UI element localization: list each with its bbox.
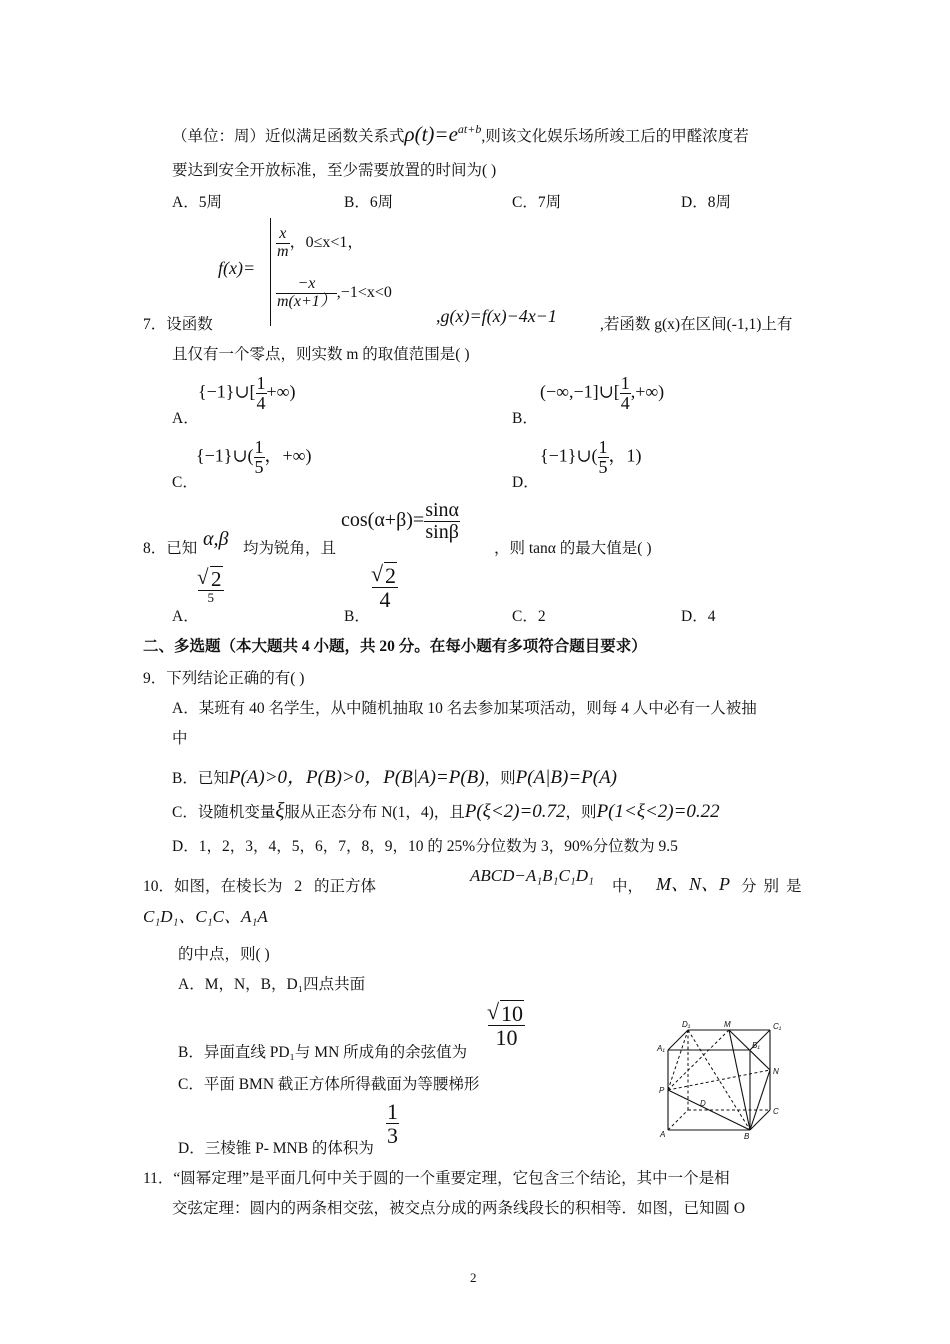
q9-option-b: B．已知P(A)>0，P(B)>0，P(B|A)=P(B)，则P(A|B)=P(A) xyxy=(172,767,618,788)
q10-option-c: C．平面 BMN 截正方体所得截面为等腰梯形 xyxy=(178,1076,480,1093)
q10-line1-tail: 分别是 xyxy=(741,878,809,895)
q11-line2: 交弦定理：圆内的两条相交弦，被交点分成的两条线段长的积相等．如图，已知圆 O xyxy=(172,1200,746,1217)
q7-option-b-expr: (−∞,−1]∪[ $\frac{1}{4}$ ,+∞) xyxy=(540,373,665,413)
q7-brace xyxy=(270,218,273,326)
q7-option-a-expr: {−1}∪[ $\frac{1}{4}$ +∞) xyxy=(198,373,296,413)
q10-cube-name: ABCD−A₁B₁C₁D₁ xyxy=(470,866,594,885)
q8-tail: ，则 tanα 的最大值是( ) xyxy=(494,540,652,557)
segment-pn xyxy=(668,1070,770,1090)
q10-mnp: M、N、P xyxy=(656,874,730,894)
q6-option-d: D．8周 xyxy=(681,194,731,211)
q9-stem: 9．下列结论正确的有( ) xyxy=(143,670,305,687)
q8-option-b-label: B． xyxy=(344,608,370,625)
label-b: B xyxy=(744,1132,750,1141)
q7-option-d-label: D． xyxy=(512,474,539,491)
page-number: 2 xyxy=(470,1270,477,1285)
segment-pd1 xyxy=(668,1030,688,1090)
q7-f-lhs: f(x)= xyxy=(218,258,256,278)
q7-line2: 且仅有一个零点，则实数 m 的取值范围是( ) xyxy=(172,346,470,363)
section-heading: 二、多选题（本大题共 4 小题，共 20 分。在每小题有多项符合题目要求） xyxy=(143,638,647,655)
q7-option-c-label: C． xyxy=(172,474,198,491)
segment-mb xyxy=(729,1030,750,1130)
label-p: P xyxy=(659,1086,665,1095)
q6-option-c: C．7周 xyxy=(512,194,562,211)
q7-option-b-label: B． xyxy=(512,410,538,427)
cube-figure xyxy=(656,1018,786,1142)
q6-formula: $\rho(t)=e^{at+b}$ xyxy=(404,122,482,146)
q10-line2: C₁D₁、C₁C、A₁A xyxy=(143,907,268,926)
label-a: A xyxy=(660,1130,666,1139)
edge-a1d1 xyxy=(668,1030,688,1050)
q7-option-d-expr: {−1}∪( $\frac{1}{5}$ ，1) xyxy=(540,437,642,477)
q8-number: 8．已知 xyxy=(143,540,198,557)
q8-option-d: D．4 xyxy=(681,608,716,625)
label-d: D xyxy=(700,1099,706,1108)
q6-option-b: B．6周 xyxy=(344,194,394,211)
q10-option-a: A．M，N，B，D₁四点共面 xyxy=(178,976,366,993)
q7-option-c-expr: {−1}∪( $\frac{1}{5}$ ，+∞) xyxy=(196,437,312,477)
q8-option-a-label: A． xyxy=(172,608,199,625)
label-a1: A₁ xyxy=(657,1044,665,1053)
q10-option-d-text: D．三棱锥 P- MNB 的体积为 xyxy=(178,1140,374,1157)
q10-option-b-expr: √ $\frac{10}{10}$ xyxy=(488,1002,525,1049)
q9-option-c: C．设随机变量ξ服从正态分布 N(1，4)，且P(ξ<2)=0.72，则P(1<ξ<2)=0.22 xyxy=(172,798,720,822)
q8-equation: cos(α+β)= $\frac{\sin\alpha}{\sin\beta}$ xyxy=(341,499,460,543)
q7-tail: ,若函数 g(x)在区间(-1,1)上有 xyxy=(600,316,793,333)
q10-line1-mid: 中， xyxy=(612,878,644,895)
q9-option-a-line1: A．某班有 40 名学生，从中随机抽取 10 名去参加某项活动，则每 4 人中必有一人被抽 xyxy=(172,700,757,717)
q9-option-a-line2: 中 xyxy=(172,730,188,747)
q9-option-d: D．1，2，3，4，5，6，7，8，9，10 的 25%分位数为 3，90%分位数为 9.5 xyxy=(172,838,678,855)
q11-line1: 11．“圆幂定理”是平面几何中关于圆的一个重要定理，它包含三个结论，其中一个是相 xyxy=(143,1170,730,1187)
label-c1: C₁ xyxy=(773,1022,782,1031)
q7-case2: $\frac{-x}{m(x+1)}$ ,−1<x<0 xyxy=(277,275,392,310)
q7-case1: $\frac{x}{m}$ ，0≤x<1， xyxy=(277,225,364,260)
q10-option-b-text: B．异面直线 PD₁与 MN 所成角的余弦值为 xyxy=(178,1044,468,1061)
segment-bn xyxy=(750,1070,770,1130)
label-n: N xyxy=(773,1067,779,1076)
q6-line1: （单位：周）近似满足函数关系式$\rho(t)=e^{at+b}$,则该文化娱乐场所竣工后的甲醛浓度若 xyxy=(172,122,749,146)
q7-g-def: ,g(x)=f(x)−4x−1 xyxy=(436,306,557,326)
q8-option-c: C．2 xyxy=(512,608,546,625)
q10-line3: 的中点，则( ) xyxy=(178,946,270,963)
q8-option-b-expr: √ $\frac{2}{4}$ xyxy=(372,564,398,611)
q10-line1-pre: 10．如图，在棱长为 2 的正方体 xyxy=(143,878,377,895)
label-m: M xyxy=(724,1020,731,1029)
segment-pm xyxy=(668,1030,729,1090)
q8-mid: 均为锐角，且 xyxy=(243,540,337,557)
label-b1: B₁ xyxy=(752,1041,760,1050)
q8-option-a-expr: √ $\frac{2}{5}$ xyxy=(198,568,224,605)
q6-line2: 要达到安全开放标准，至少需要放置的时间为( ) xyxy=(172,162,497,179)
q7-option-a-label: A． xyxy=(172,410,199,427)
q6-option-a: A．5周 xyxy=(172,194,222,211)
label-d1: D₁ xyxy=(682,1020,691,1029)
q7-number: 7．设函数 xyxy=(143,316,213,333)
label-c: C xyxy=(773,1107,779,1116)
q8-vars: α,β xyxy=(203,528,229,550)
q10-option-d-expr: $\frac{1}{3}$ xyxy=(387,1099,398,1149)
edge-ad xyxy=(668,1110,688,1130)
